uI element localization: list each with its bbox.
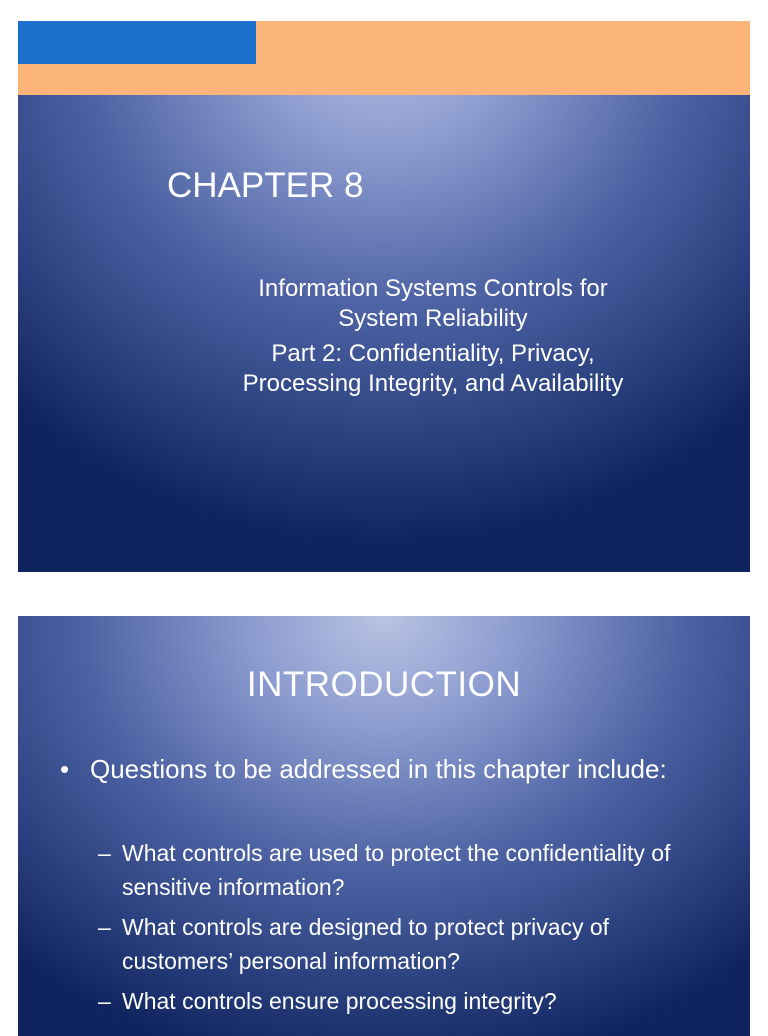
chapter-subtitle — [168, 274, 698, 399]
sub-bullet-text: What controls are designed to protect privacy of customers’ personal information? — [122, 914, 610, 974]
dash-icon: – — [98, 914, 111, 940]
chapter-title: CHAPTER 8 — [167, 166, 364, 205]
sub-bullet-text: What controls ensure processing integrity? — [122, 988, 557, 1014]
subtitle-line: Part 2: Confidentiality, Privacy, — [271, 340, 595, 367]
subtitle-line: Information Systems Controls for — [258, 275, 608, 302]
dash-icon: – — [98, 988, 111, 1014]
slide-introduction — [18, 616, 750, 1036]
header-accent-block — [18, 21, 256, 64]
sub-bullet-item — [98, 836, 718, 904]
slide-chapter-8 — [18, 21, 750, 572]
sub-bullet-item — [98, 910, 718, 978]
subtitle-line: Processing Integrity, and Availability — [242, 370, 624, 397]
sub-bullet-list — [98, 836, 718, 1024]
bullet-icon: • — [60, 754, 70, 784]
subtitle-line: System Reliability — [338, 305, 528, 332]
bullet-item — [60, 753, 710, 786]
sub-bullet-text: What controls are used to protect the confidentiality of sensitive information? — [122, 840, 671, 900]
slide-title: INTRODUCTION — [246, 665, 522, 704]
sub-bullet-item — [98, 984, 718, 1018]
dash-icon: – — [98, 840, 111, 866]
bullet-text: Questions to be addressed in this chapter include: — [90, 754, 667, 784]
